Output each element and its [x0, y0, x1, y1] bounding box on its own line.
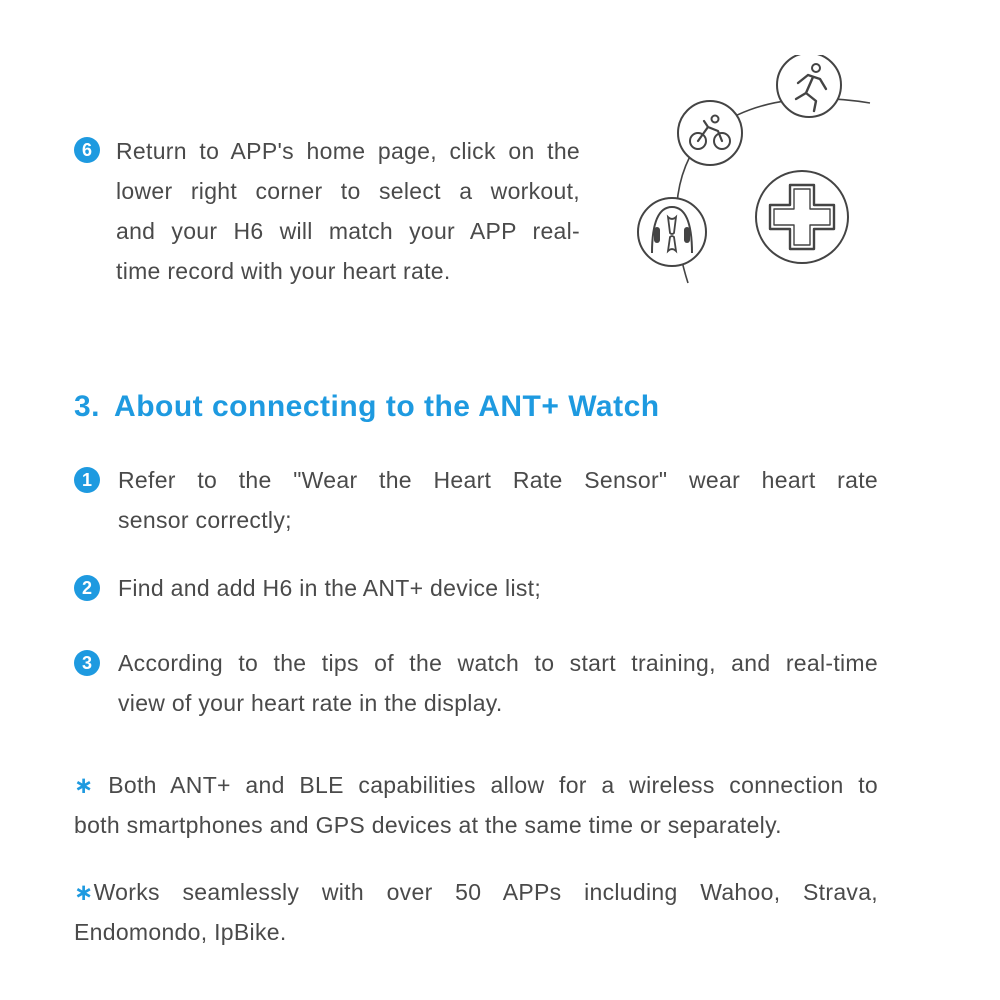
step-6-line: time record with your heart rate. — [116, 258, 451, 284]
step-number-2: 2 — [74, 575, 100, 601]
heart-rate-strap-icon — [638, 198, 706, 266]
note-1-line-text: Both ANT+ and BLE capabilities allow for a wireless connection to — [93, 772, 878, 798]
step-3-line: view of your heart rate in the display. — [118, 690, 503, 716]
step-3-text — [118, 643, 878, 723]
step-number-6: 6 — [74, 137, 100, 163]
note-2-line: Endomondo, IpBike. — [74, 919, 287, 945]
step-number-1: 1 — [74, 467, 100, 493]
note-1-line: both smartphones and GPS devices at the same time or separately. — [74, 812, 782, 838]
step-6-text — [116, 131, 580, 291]
section-title: About connecting to the ANT+ Watch — [114, 390, 660, 423]
note-1 — [74, 765, 878, 845]
step-6-line: Return to APP's home page, click on the — [116, 138, 580, 164]
cycling-icon — [678, 101, 742, 165]
step-6-line: and your H6 will match your APP real- — [116, 218, 580, 244]
note-2-line-text: Works seamlessly with over 50 APPs including Wahoo, Strava, — [93, 879, 878, 905]
app-icons-svg — [630, 55, 880, 295]
step-1-line: Refer to the "Wear the Heart Rate Sensor" wear heart rate — [118, 467, 878, 493]
note-2 — [74, 872, 878, 952]
asterisk-icon: ∗ — [74, 772, 94, 798]
step-6-line: lower right corner to select a workout, — [116, 178, 580, 204]
add-icon — [756, 171, 848, 263]
step-number-3: 3 — [74, 650, 100, 676]
step-1-line: sensor correctly; — [118, 507, 292, 533]
step-1-text — [118, 460, 878, 540]
step-2-text — [118, 568, 878, 608]
note-1-line — [74, 765, 878, 805]
note-2-line — [74, 872, 878, 912]
step-2-line: Find and add H6 in the ANT+ device list; — [118, 575, 542, 601]
app-icon-cluster — [630, 55, 880, 295]
section-number: 3. — [74, 390, 101, 423]
asterisk-icon: ∗ — [74, 879, 94, 905]
step-3-line: According to the tips of the watch to start training, and real-time — [118, 650, 878, 676]
runner-icon — [777, 55, 841, 117]
section-heading — [74, 390, 660, 424]
